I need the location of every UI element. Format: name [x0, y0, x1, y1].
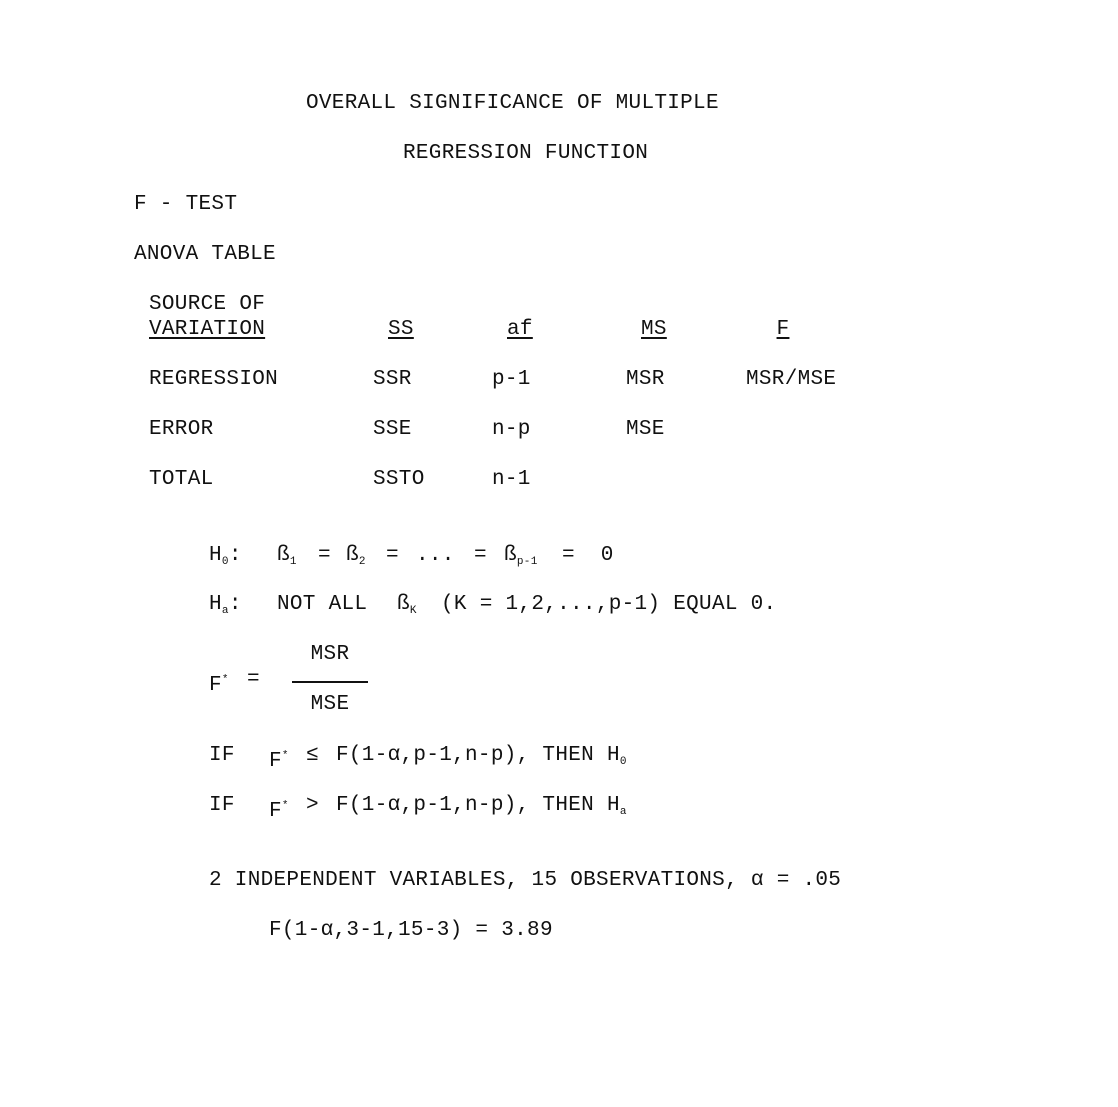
fraction-bar [292, 681, 368, 683]
h0-equals-zero: = 0 [562, 544, 614, 567]
row-regression-df: p-1 [492, 368, 531, 391]
h0-label: $H_0$: [209, 544, 242, 568]
row-error-df: n-p [492, 418, 531, 441]
fraction-numerator: MSR [310, 643, 350, 666]
rule1-f-star: F* [269, 750, 289, 773]
ha-text-pre: NOT ALL [277, 593, 368, 616]
col-header-ss: SS [388, 318, 414, 341]
example-setup: 2 INDEPENDENT VARIABLES, 15 OBSERVATIONS, α = .05 [209, 869, 842, 892]
beta-2: $ß_2$ [346, 544, 366, 568]
title-line-2: REGRESSION FUNCTION [403, 142, 649, 165]
row-error-source: ERROR [149, 418, 214, 441]
row-regression-f: MSR/MSE [746, 368, 837, 391]
beta-p-1: $ß_{p-1}$ [504, 544, 538, 568]
rule2-conclusion: F(1-α,p-1,n-p), THEN $H_a$ [336, 794, 627, 818]
row-regression-ss: SSR [373, 368, 412, 391]
h0-ellipsis: ... [416, 544, 455, 567]
beta-1: $ß_1$ [277, 544, 297, 568]
col-header-source-line2: VARIATION [149, 318, 266, 341]
col-header-source-line1: SOURCE OF [149, 293, 266, 316]
ha-label: $H_a$: [209, 593, 242, 617]
row-regression-source: REGRESSION [149, 368, 279, 391]
f-star-label: F* [209, 674, 229, 697]
rule1-operator: ≤ [306, 744, 319, 767]
row-total-ss: SSTO [373, 468, 425, 491]
h0-equals-1: = [318, 544, 331, 567]
rule1-conclusion: F(1-α,p-1,n-p), THEN $H_0$ [336, 744, 627, 768]
anova-table-heading: ANOVA TABLE [134, 243, 276, 266]
row-total-source: TOTAL [149, 468, 214, 491]
h0-equals-2: = [386, 544, 399, 567]
row-error-ss: SSE [373, 418, 412, 441]
col-header-df: af [507, 318, 533, 341]
rule2-operator: > [306, 794, 319, 817]
fraction-denominator: MSE [310, 693, 350, 716]
beta-k: $ß_K$ [397, 593, 417, 617]
row-regression-ms: MSR [626, 368, 665, 391]
title-line-1: OVERALL SIGNIFICANCE OF MULTIPLE [306, 92, 719, 115]
rule2-if: IF [209, 794, 235, 817]
ha-text-post: (K = 1,2,...,p-1) EQUAL 0. [441, 593, 777, 616]
example-critical-value: F(1-α,3-1,15-3) = 3.89 [269, 919, 553, 942]
rule2-f-star: F* [269, 800, 289, 823]
col-header-ms: MS [641, 318, 667, 341]
f-equals: = [247, 668, 260, 691]
h0-equals-3: = [474, 544, 487, 567]
rule1-if: IF [209, 744, 235, 767]
row-error-ms: MSE [626, 418, 665, 441]
f-test-heading: F - TEST [134, 193, 238, 216]
col-header-f: F [776, 318, 790, 341]
row-total-df: n-1 [492, 468, 531, 491]
